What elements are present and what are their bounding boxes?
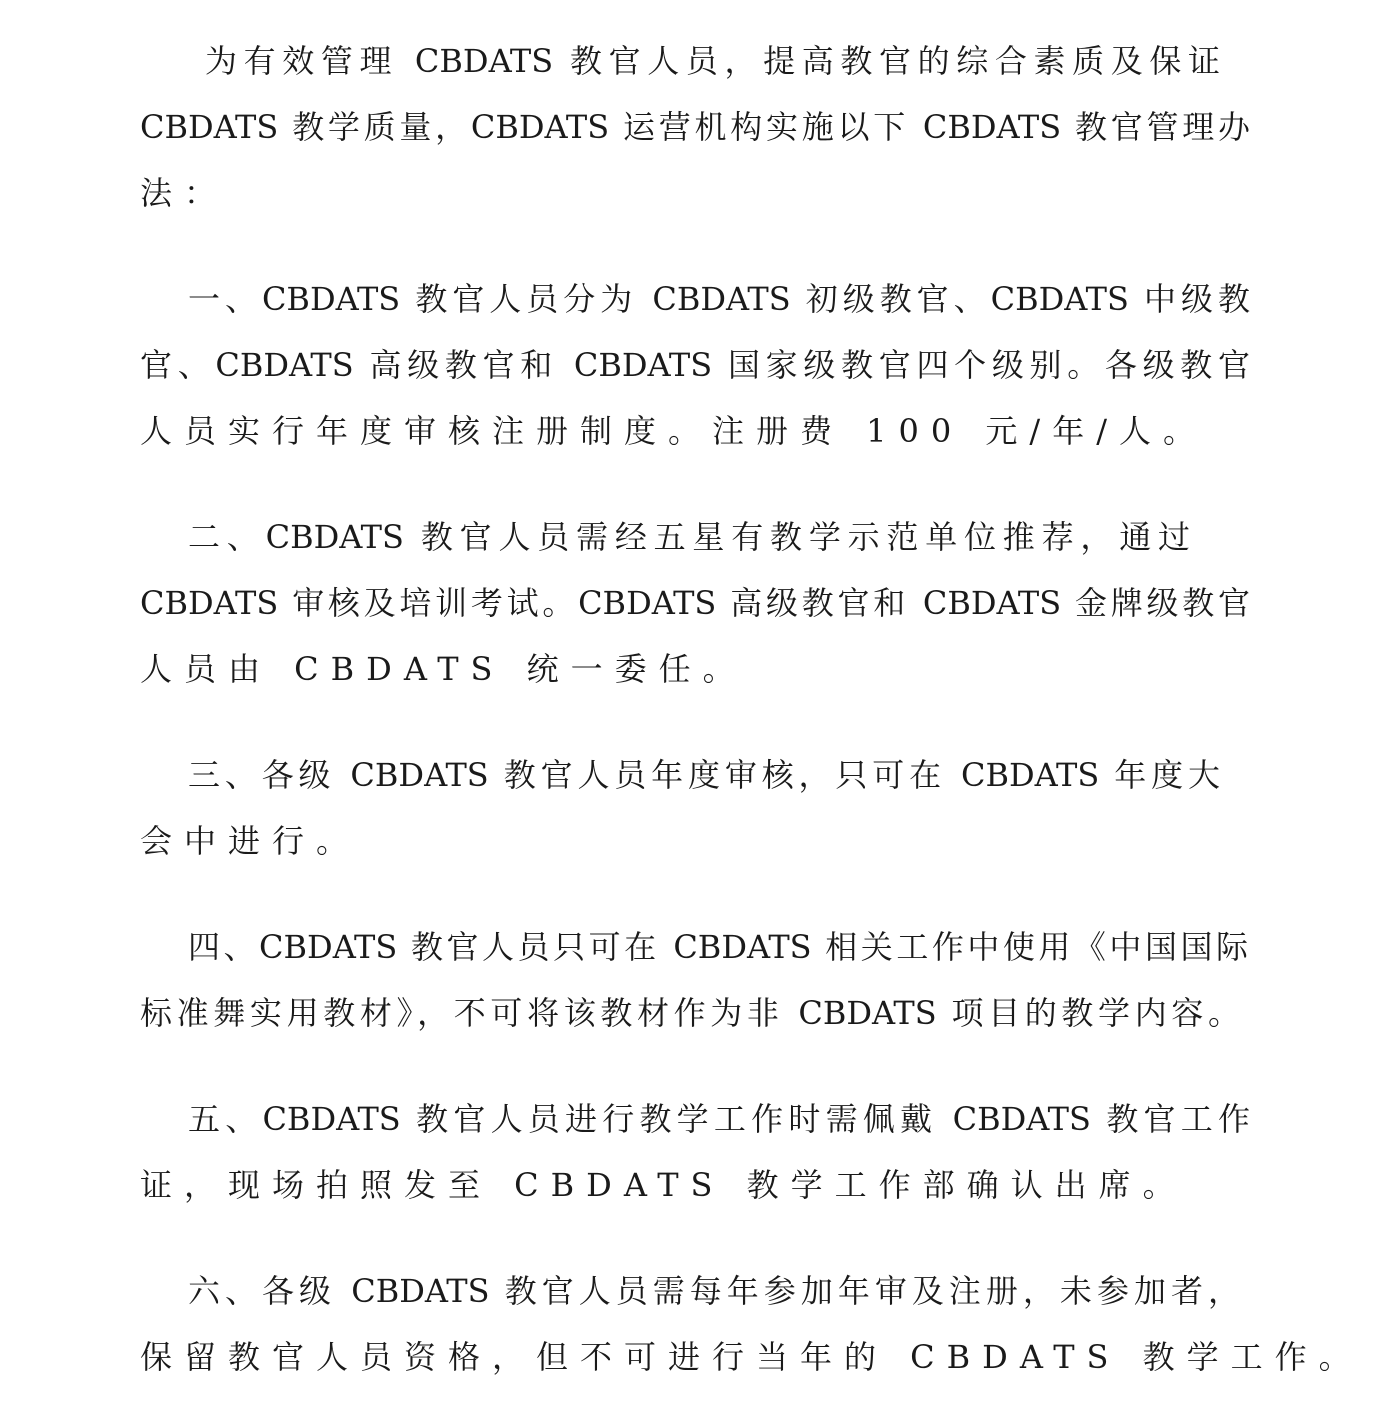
item-6-line-2: 保留教官人员资格，但不可进行当年的 CBDATS 教学工作。 [140,1338,1363,1376]
intro-line-1: 为有效管理 CBDATS 教官人员，提高教官的综合素质及保证 [205,42,1220,80]
item-2-line-2: CBDATS 审核及培训考试。CBDATS 高级教官和 CBDATS 金牌级教官 [140,584,1250,622]
item-1-line-1: 一、CBDATS 教官人员分为 CBDATS 初级教官、CBDATS 中级教 [188,280,1250,318]
item-1-line-2: 官、CBDATS 高级教官和 CBDATS 国家级教官四个级别。各级教官 [140,346,1250,384]
item-1-line-3: 人员实行年度审核注册制度。注册费 100 元/年/人。 [140,412,1207,450]
item-5-line-2: 证，现场拍照发至 CBDATS 教学工作部确认出席。 [140,1166,1187,1204]
item-2-line-3: 人员由 CBDATS 统一委任。 [140,650,747,688]
intro-line-3: 法： [140,174,229,212]
item-3-line-2: 会中进行。 [140,822,361,860]
item-2-line-1: 二、CBDATS 教官人员需经五星有教学示范单位推荐，通过 [188,518,1190,556]
item-5-line-1: 五、CBDATS 教官人员进行教学工作时需佩戴 CBDATS 教官工作 [188,1100,1250,1138]
item-4-line-2: 标准舞实用教材》，不可将该教材作为非 CBDATS 项目的教学内容。 [140,994,1240,1032]
item-6-line-1: 六、各级 CBDATS 教官人员需每年参加年审及注册，未参加者， [188,1272,1240,1310]
intro-line-2: CBDATS 教学质量，CBDATS 运营机构实施以下 CBDATS 教官管理办 [140,108,1250,146]
item-3-line-1: 三、各级 CBDATS 教官人员年度审核，只可在 CBDATS 年度大 [188,756,1220,794]
item-4-line-1: 四、CBDATS 教官人员只可在 CBDATS 相关工作中使用《中国国际 [188,928,1248,966]
